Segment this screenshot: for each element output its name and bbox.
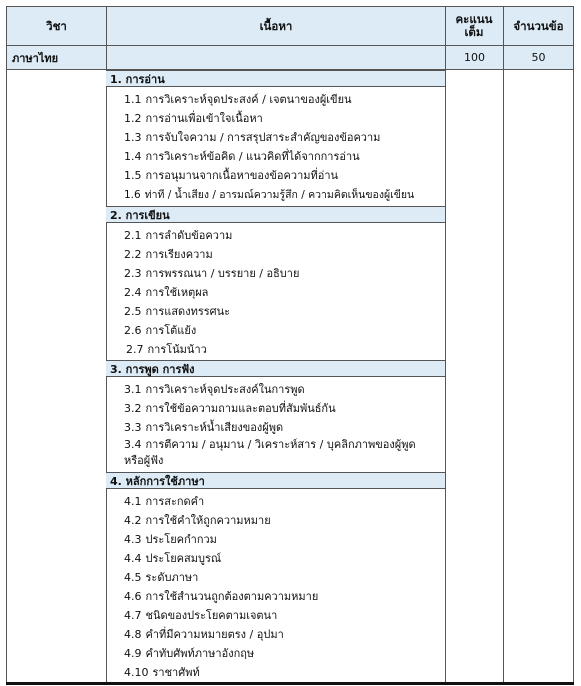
list-item: 1.5 การอนุมานจากเนื้อหาของข้อความที่อ่าน: [124, 169, 339, 182]
list-item: 4.7 ชนิดของประโยคตามเจตนา: [124, 609, 278, 622]
list-item: 4.2 การใช้คำให้ถูกความหมาย: [124, 514, 271, 527]
subject-score: 100: [464, 51, 485, 64]
list-item: 2.6 การโต้แย้ง: [124, 324, 197, 337]
list-item: 4.10 ราชาศัพท์: [124, 666, 200, 679]
section-language-usage-title: 4. หลักการใช้ภาษา: [106, 472, 445, 489]
bottom-border: [6, 682, 574, 685]
list-item: 4.5 ระดับภาษา: [124, 571, 199, 584]
exam-table: [6, 6, 574, 684]
column-divider: [445, 7, 446, 683]
list-item: 4.6 การใช้สำนวนถูกต้องตามความหมาย: [124, 590, 319, 603]
list-item: 2.5 การแสดงทรรศนะ: [124, 305, 231, 318]
list-item: 3.4 การตีความ / อนุมาน / วิเคราะห์สาร / บุคลิกภาพของผู้พูดหรือผู้ฟัง: [124, 438, 416, 467]
subject-name: ภาษาไทย: [12, 51, 59, 65]
section-speaking-listening-title: 3. การพูด การฟัง: [106, 360, 445, 377]
section-writing-title: 2. การเขียน: [106, 206, 445, 223]
list-item: 3.3 การวิเคราะห์น้ำเสียงของผู้พูด: [124, 421, 284, 434]
subject-count: 50: [531, 51, 546, 64]
list-item: 4.4 ประโยคสมบูรณ์: [124, 552, 222, 565]
column-divider: [106, 7, 107, 683]
list-item: 4.1 การสะกดคำ: [124, 495, 205, 508]
list-item: 3.1 การวิเคราะห์จุดประสงค์ในการพูด: [124, 383, 305, 396]
list-item: 4.3 ประโยคกำกวม: [124, 533, 217, 546]
list-item: 2.3 การพรรณนา / บรรยาย / อธิบาย: [124, 267, 300, 280]
list-item: 4.8 คำที่มีความหมายตรง / อุปมา: [124, 628, 284, 641]
header-subject: วิชา: [46, 18, 67, 33]
header-score: คะแนนเต็ม: [455, 12, 493, 39]
list-item: 1.3 การจับใจความ / การสรุปสาระสำคัญของข้อความ: [124, 131, 381, 144]
list-item: 3.2 การใช้ข้อความถามและตอบที่สัมพันธ์กัน: [124, 402, 336, 415]
list-item: 1.4 การวิเคราะห์ข้อคิด / แนวคิดที่ได้จากการอ่าน: [124, 150, 360, 163]
list-item: 1.6 ท่าที / น้ำเสียง / อารมณ์ความรู้สึก / ความคิดเห็นของผู้เขียน: [124, 189, 415, 201]
header-count: จำนวนข้อ: [513, 18, 564, 33]
list-item: 2.1 การลำดับข้อความ: [124, 229, 233, 242]
header-content: เนื้อหา: [259, 18, 293, 33]
list-item: 1.2 การอ่านเพื่อเข้าใจเนื้อหา: [124, 112, 263, 125]
list-item: 4.9 คำทับศัพท์ภาษาอังกฤษ: [124, 647, 255, 660]
list-item: 2.2 การเรียงความ: [124, 248, 213, 261]
section-reading-title: 1. การอ่าน: [106, 70, 445, 87]
list-item: 2.7 การโน้มน้าว: [126, 343, 207, 356]
list-item: 2.4 การใช้เหตุผล: [124, 286, 209, 299]
column-divider: [503, 7, 504, 683]
list-item: 1.1 การวิเคราะห์จุดประสงค์ / เจตนาของผู้เขียน: [124, 93, 352, 106]
